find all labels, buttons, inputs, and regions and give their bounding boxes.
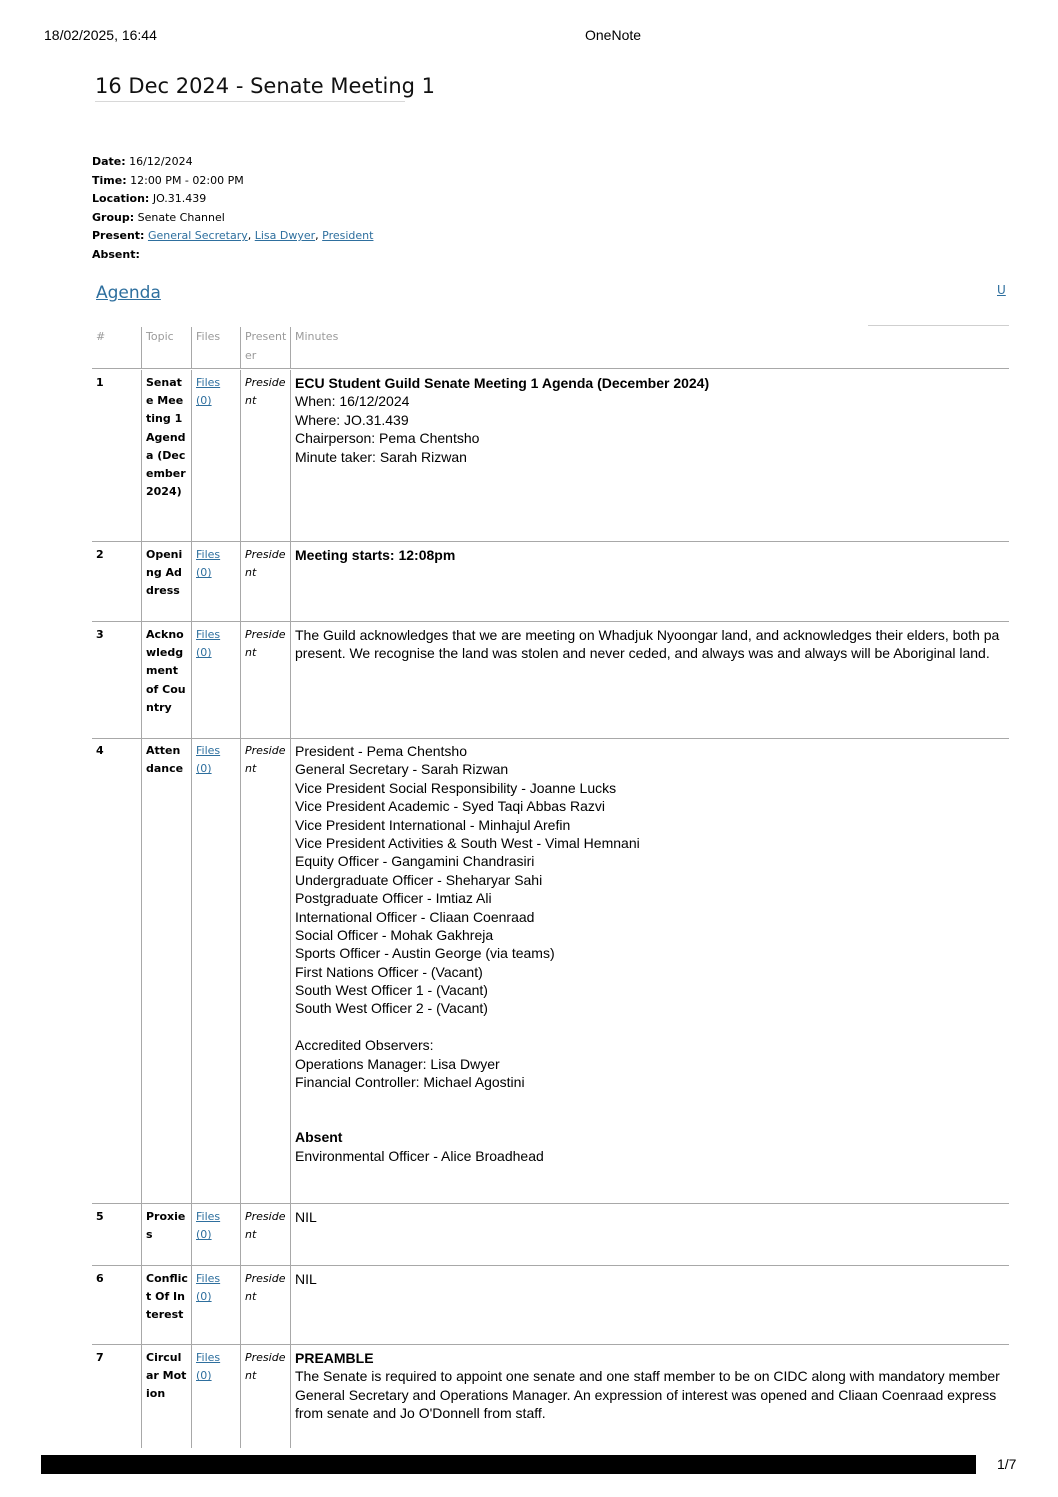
minutes-line: South West Officer 2 - (Vacant) — [295, 1000, 488, 1017]
row-files-cell — [191, 542, 240, 621]
minutes-line: ECU Student Guild Senate Meeting 1 Agenda (December 2024) — [295, 375, 710, 391]
time-row — [92, 172, 373, 191]
date-value: 16/12/2024 — [129, 155, 193, 168]
minutes-line: President - Pema Chentsho — [295, 743, 467, 759]
header-files: Files — [191, 327, 240, 368]
minutes-line: General Secretary - Sarah Rizwan — [295, 761, 509, 778]
row-files-cell — [191, 370, 240, 541]
minutes-line: The Senate is required to appoint one senate and one staff member to be on CIDC along with mandatory member — [295, 1368, 1000, 1385]
files-link[interactable]: Files (0) — [196, 744, 221, 776]
footer-bar — [41, 1455, 976, 1474]
truncated-link[interactable]: U — [997, 283, 1006, 297]
blank-line — [295, 1018, 1006, 1036]
row-files-cell — [191, 1204, 240, 1265]
minutes-line: Sports Officer - Austin George (via teams) — [295, 945, 555, 962]
minutes-line: The Guild acknowledges that we are meeting on Whadjuk Nyoongar land, and acknowledges their elders, both pa — [295, 627, 1000, 643]
minutes-line: Equity Officer - Gangamini Chandrasiri — [295, 853, 535, 870]
header-topic: Topic — [141, 327, 191, 368]
present-link-general-secretary[interactable]: General Secretary — [147, 229, 248, 243]
group-row — [92, 209, 373, 228]
meeting-details — [92, 153, 373, 265]
minutes-line: Where: JO.31.439 — [295, 411, 409, 428]
row-files-cell — [191, 1266, 240, 1344]
minutes-line: Social Officer - Mohak Gakhreja — [295, 926, 494, 943]
minutes-line: PREAMBLE — [295, 1350, 374, 1366]
header-minutes: Minutes — [290, 327, 1009, 368]
row-number: 3 — [96, 628, 104, 641]
minutes-line: Absent — [295, 1129, 343, 1146]
agenda-link[interactable]: Agenda — [96, 283, 161, 303]
present-label: Present: — [92, 229, 145, 243]
row-topic: Attendance — [141, 738, 191, 1203]
minutes-line: from senate and Jo O'Donnell from staff. — [295, 1405, 546, 1422]
blank-line — [295, 1091, 1006, 1109]
row-files-cell — [191, 1345, 240, 1448]
files-link[interactable]: Files (0) — [196, 548, 221, 580]
row-number: 2 — [96, 548, 104, 561]
row-topic: Conflict Of Interest — [141, 1266, 191, 1344]
minutes-line: Undergraduate Officer - Sheharyar Sahi — [295, 871, 543, 888]
row-presenter: President — [240, 370, 290, 541]
minutes-line: International Officer - Cliaan Coenraad — [295, 908, 535, 925]
minutes-line: NIL — [295, 1209, 317, 1225]
row-topic: Senate Meeting 1 Agenda (December 2024) — [141, 370, 191, 541]
row-topic: Acknowledgment of Country — [141, 622, 191, 738]
minutes-line: Postgraduate Officer - Imtiaz Ali — [295, 890, 492, 907]
files-link[interactable]: Files (0) — [196, 1351, 221, 1383]
present-link-lisa-dwyer[interactable]: Lisa Dwyer — [254, 229, 316, 243]
divider — [868, 325, 1009, 326]
row-topic: Circular Motion — [141, 1345, 191, 1448]
minutes-line: Vice President International - Minhajul Arefin — [295, 816, 571, 833]
table-row — [92, 1204, 1009, 1266]
location-value: JO.31.439 — [152, 192, 207, 206]
present-link-president[interactable]: President — [322, 229, 374, 243]
minutes-line: Vice President Activities & South West - Vimal Hemnani — [295, 834, 640, 851]
minutes-line: Chairperson: Pema Chentsho — [295, 430, 480, 447]
group-label: Group: — [92, 210, 135, 224]
row-minutes — [290, 370, 1009, 541]
row-topic: Proxies — [141, 1204, 191, 1265]
absent-row — [92, 246, 373, 265]
location-row — [92, 190, 373, 209]
table-header-row — [92, 327, 1009, 369]
print-datetime: 18/02/2025, 16:44 — [44, 27, 157, 43]
row-minutes — [290, 1345, 1009, 1448]
row-minutes — [290, 542, 1009, 621]
header-presenter: Presenter — [240, 327, 290, 368]
files-link[interactable]: Files (0) — [196, 376, 221, 408]
row-number: 5 — [96, 1210, 104, 1223]
row-number: 7 — [96, 1351, 104, 1364]
table-row — [92, 370, 1009, 542]
agenda-table — [92, 327, 1009, 1448]
table-row — [92, 622, 1009, 739]
files-link[interactable]: Files (0) — [196, 1210, 221, 1242]
row-topic: Opening Address — [141, 542, 191, 621]
date-row — [92, 153, 373, 172]
present-row: Present: General Secretary, Lisa Dwyer, President — [92, 229, 374, 243]
row-number: 1 — [96, 376, 104, 389]
row-number: 6 — [96, 1272, 104, 1285]
row-minutes — [290, 1266, 1009, 1344]
minutes-line: When: 16/12/2024 — [295, 393, 410, 410]
row-minutes — [290, 738, 1009, 1203]
page-title: 16 Dec 2024 - Senate Meeting 1 — [95, 74, 405, 102]
date-label: Date: — [92, 155, 126, 168]
minutes-line: NIL — [295, 1271, 317, 1287]
minutes-line: Environmental Officer - Alice Broadhead — [295, 1147, 544, 1164]
row-files-cell — [191, 622, 240, 738]
row-minutes — [290, 1204, 1009, 1265]
table-row — [92, 1345, 1009, 1448]
absent-label: Absent: — [92, 247, 140, 261]
row-presenter: President — [240, 1266, 290, 1344]
files-link[interactable]: Files (0) — [196, 628, 221, 660]
files-link[interactable]: Files (0) — [196, 1272, 221, 1304]
row-presenter: President — [240, 1204, 290, 1265]
minutes-line: Accredited Observers: — [295, 1037, 434, 1054]
blank-line — [295, 1110, 1006, 1128]
minutes-line: South West Officer 1 - (Vacant) — [295, 982, 488, 999]
minutes-line: Vice President Social Responsibility - Joanne Lucks — [295, 779, 617, 796]
row-presenter: President — [240, 738, 290, 1203]
time-label: Time: — [92, 173, 127, 187]
page-number: 1/7 — [997, 1456, 1017, 1472]
minutes-line: General Secretary and Operations Manager. An expression of interest was opened and Cliaan Coenraad express — [295, 1386, 997, 1403]
minutes-line: Vice President Academic - Syed Taqi Abbas Razvi — [295, 798, 605, 815]
minutes-line: Meeting starts: 12:08pm — [295, 547, 456, 563]
row-presenter: President — [240, 622, 290, 738]
row-presenter: President — [240, 542, 290, 621]
location-label: Location: — [92, 192, 150, 206]
table-row — [92, 542, 1009, 622]
minutes-line: Financial Controller: Michael Agostini — [295, 1074, 525, 1091]
row-files-cell — [191, 738, 240, 1203]
minutes-line: Operations Manager: Lisa Dwyer — [295, 1055, 500, 1072]
row-presenter: President — [240, 1345, 290, 1448]
group-value: Senate Channel — [137, 210, 225, 224]
row-minutes — [290, 622, 1009, 738]
row-number: 4 — [96, 744, 104, 757]
table-row — [92, 1266, 1009, 1345]
minutes-line: First Nations Officer - (Vacant) — [295, 963, 483, 980]
time-value: 12:00 PM - 02:00 PM — [130, 173, 244, 187]
print-app-name: OneNote — [585, 27, 642, 43]
minutes-line: present. We recognise the land was stolen and never ceded, and always was and always will be Aboriginal land. — [295, 645, 990, 662]
table-row — [92, 738, 1009, 1204]
minutes-line: Minute taker: Sarah Rizwan — [295, 448, 467, 465]
header-number: # — [96, 330, 106, 343]
